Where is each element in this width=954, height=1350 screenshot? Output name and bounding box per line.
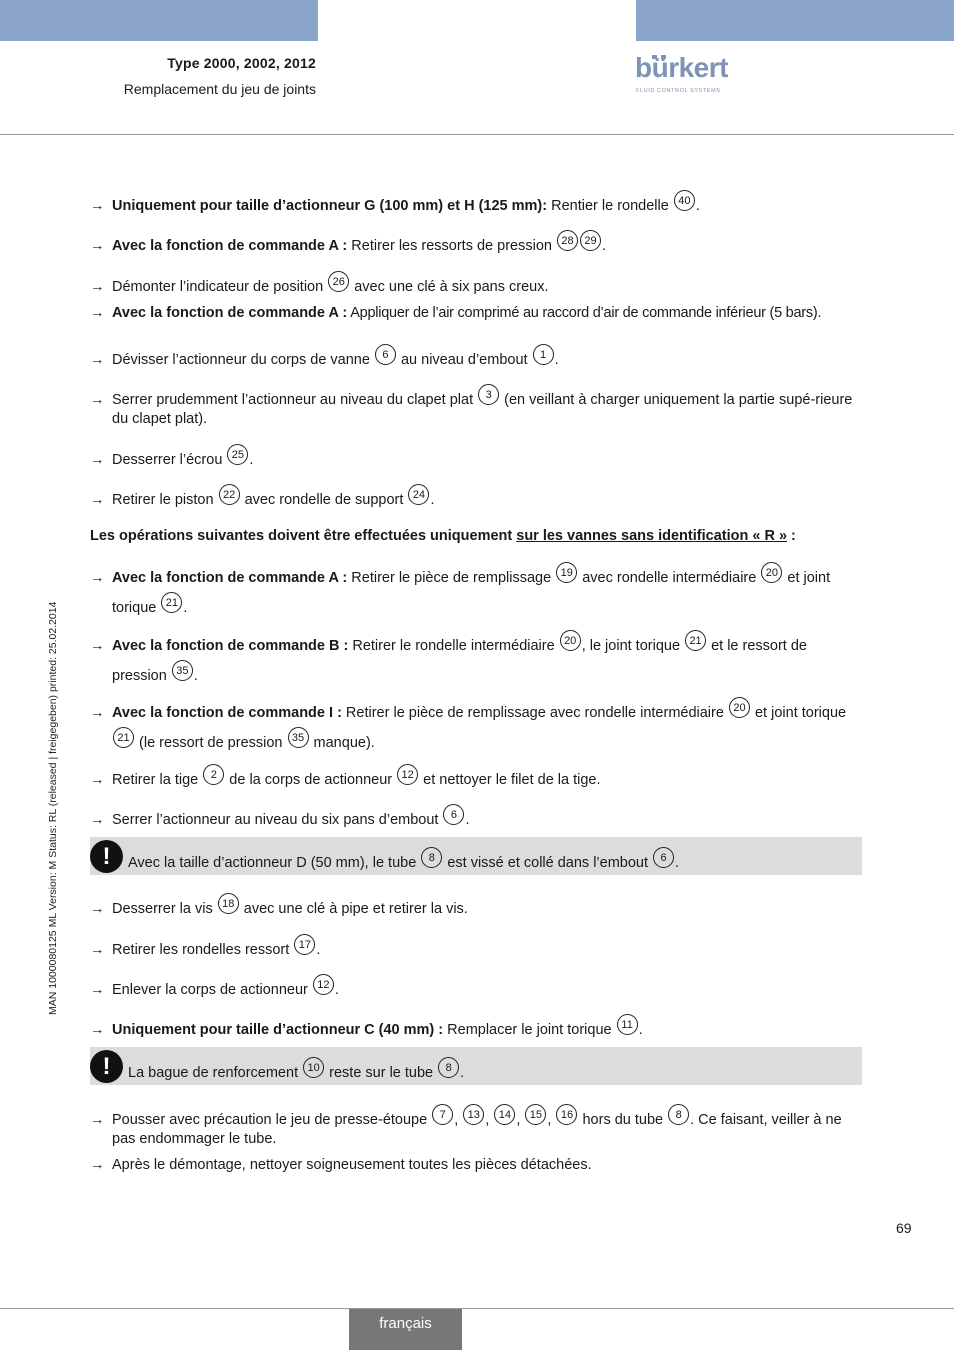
step-text: , xyxy=(454,1112,463,1128)
step-text: , le joint torique xyxy=(581,638,685,654)
step-text: Appliquer de l’air comprimé au raccord d’air de commande inférieur (5 bars). xyxy=(347,305,822,321)
arrow-icon: → xyxy=(90,392,105,408)
header-bar-left xyxy=(0,0,318,41)
step-text: Retirer la tige xyxy=(112,772,203,788)
instruction-step xyxy=(90,1156,865,1175)
step-text: manque). xyxy=(309,735,375,751)
part-number-circle: 14 xyxy=(494,1104,515,1125)
part-number-circle: 2 xyxy=(203,764,224,785)
arrow-icon: → xyxy=(90,705,105,721)
part-number-circle: 19 xyxy=(556,562,577,583)
header-divider xyxy=(0,134,954,135)
arrow-icon: → xyxy=(90,1157,105,1173)
part-number-circle: 8 xyxy=(438,1057,459,1078)
logo-wordmark: bürkert xyxy=(635,52,728,83)
step-text: Serrer prudemment l’actionneur au niveau du clapet plat xyxy=(112,392,478,408)
instruction-step xyxy=(90,304,870,323)
instruction-step xyxy=(90,484,865,510)
arrow-icon: → xyxy=(90,772,105,788)
part-number-circle: 28 xyxy=(557,230,578,251)
step-text: Retirer les ressorts de pression xyxy=(347,238,556,254)
step-text: Desserrer la vis xyxy=(112,901,217,917)
heading-tail: : xyxy=(787,528,796,544)
warning-icon: ! xyxy=(90,840,123,873)
part-number-circle: 25 xyxy=(227,444,248,465)
language-tab: français xyxy=(349,1309,462,1350)
page-title: Type 2000, 2002, 2012 xyxy=(167,55,316,71)
step-text: Serrer l’actionneur au niveau du six pans d’embout xyxy=(112,812,443,828)
step-text: et nettoyer le filet de la tige. xyxy=(419,772,601,788)
arrow-icon: → xyxy=(90,1022,105,1038)
step-text: Rentier le rondelle xyxy=(547,198,673,214)
step-text: . xyxy=(601,238,607,254)
page-number: 69 xyxy=(896,1220,912,1236)
arrow-icon: → xyxy=(90,1112,105,1128)
part-number-circle: 35 xyxy=(288,727,309,748)
part-number-circle: 20 xyxy=(560,630,581,651)
warning-note xyxy=(90,1047,862,1085)
step-text: Retirer le pièce de remplissage xyxy=(347,570,556,586)
part-number-circle: 35 xyxy=(172,660,193,681)
part-number-circle: 12 xyxy=(397,764,418,785)
instruction-step xyxy=(90,934,865,960)
arrow-icon: → xyxy=(90,942,105,958)
step-text: avec rondelle intermédiaire xyxy=(578,570,761,586)
part-number-circle: 21 xyxy=(113,727,134,748)
step-text: . xyxy=(695,198,700,214)
step-bold: Uniquement pour taille d’actionneur G (100 mm) et H (125 mm): xyxy=(112,198,548,214)
arrow-icon: → xyxy=(90,901,105,917)
step-text: Enlever la corps de actionneur xyxy=(112,982,312,998)
instruction-step xyxy=(90,562,865,622)
part-number-circle: 7 xyxy=(432,1104,453,1125)
note-text-part: La bague de renforcement xyxy=(128,1065,303,1081)
note-text-part: . xyxy=(675,855,680,871)
burkert-logo xyxy=(635,52,735,98)
arrow-icon: → xyxy=(90,305,105,321)
instruction-step xyxy=(90,630,865,690)
step-text: , xyxy=(516,1112,525,1128)
step-text: Retirer le pièce de remplissage avec rondelle intermédiaire xyxy=(341,705,728,721)
note-text xyxy=(128,1057,464,1083)
step-text: . xyxy=(430,492,435,508)
step-text: Pousser avec précaution le jeu de presse-étoupe xyxy=(112,1112,432,1128)
instruction-step xyxy=(90,444,865,470)
arrow-icon: → xyxy=(90,198,105,214)
step-text: Remplacer le joint torique xyxy=(443,1022,616,1038)
step-text: . xyxy=(316,942,321,958)
instruction-step xyxy=(90,893,865,919)
step-text: avec rondelle de support xyxy=(240,492,408,508)
part-number-circle: 12 xyxy=(313,974,334,995)
note-text-part: est vissé et collé dans l’embout xyxy=(443,855,653,871)
heading-text: Les opérations suivantes doivent être effectuées uniquement xyxy=(90,528,517,544)
step-text: Retirer le piston xyxy=(112,492,218,508)
arrow-icon: → xyxy=(90,452,105,468)
note-text-part: reste sur le tube xyxy=(325,1065,438,1081)
step-text: (en veillant à charger uniquement la partie supé-rieure du clapet plat). xyxy=(112,392,853,427)
part-number-circle: 8 xyxy=(421,847,442,868)
part-number-circle: 11 xyxy=(617,1014,638,1035)
instruction-step xyxy=(90,804,865,830)
part-number-circle: 6 xyxy=(443,804,464,825)
instruction-step xyxy=(90,1014,865,1040)
instruction-step xyxy=(90,384,865,429)
step-text: et le ressort de pression xyxy=(112,638,807,684)
warning-icon: ! xyxy=(90,1050,123,1083)
step-text: et joint torique xyxy=(112,570,831,616)
instruction-step xyxy=(90,764,865,790)
part-number-circle: 16 xyxy=(556,1104,577,1125)
step-text: . xyxy=(193,668,198,684)
step-text: . xyxy=(465,812,470,828)
step-bold: Uniquement pour taille d’actionneur C (40 mm) : xyxy=(112,1022,444,1038)
instruction-step xyxy=(90,697,865,757)
step-text: Retirer le rondelle intermédiaire xyxy=(348,638,559,654)
note-text-part: . xyxy=(460,1065,465,1081)
step-text: Dévisser l’actionneur du corps de vanne xyxy=(112,352,374,368)
instruction-step xyxy=(90,230,865,256)
section-heading xyxy=(90,527,865,546)
arrow-icon: → xyxy=(90,812,105,828)
part-number-circle: 22 xyxy=(219,484,240,505)
part-number-circle: 21 xyxy=(685,630,706,651)
arrow-icon: → xyxy=(90,982,105,998)
note-text xyxy=(128,847,679,873)
step-text: , xyxy=(547,1112,556,1128)
part-number-circle: 13 xyxy=(463,1104,484,1125)
part-number-circle: 3 xyxy=(478,384,499,405)
step-bold: Avec la fonction de commande A : xyxy=(112,570,348,586)
step-text: . xyxy=(334,982,339,998)
step-text: . Ce faisant, veiller à ne pas endommager le tube. xyxy=(112,1112,842,1147)
instruction-step xyxy=(90,271,865,297)
arrow-icon: → xyxy=(90,638,105,654)
part-number-circle: 21 xyxy=(161,592,182,613)
instruction-step xyxy=(90,1104,865,1149)
arrow-icon: → xyxy=(90,238,105,254)
step-text: au niveau d’embout xyxy=(396,352,532,368)
part-number-circle: 24 xyxy=(408,484,429,505)
page-subtitle: Remplacement du jeu de joints xyxy=(123,81,316,97)
header-bar-right xyxy=(636,0,954,41)
step-bold: Avec la fonction de commande B : xyxy=(112,638,349,654)
part-number-circle: 20 xyxy=(729,697,750,718)
part-number-circle: 18 xyxy=(218,893,239,914)
arrow-icon: → xyxy=(90,352,105,368)
footer-divider xyxy=(0,1308,954,1309)
part-number-circle: 17 xyxy=(294,934,315,955)
step-text: . xyxy=(554,352,559,368)
arrow-icon: → xyxy=(90,570,105,586)
step-text: Après le démontage, nettoyer soigneusement toutes les pièces détachées. xyxy=(112,1157,592,1173)
instruction-step xyxy=(90,190,865,216)
arrow-icon: → xyxy=(90,492,105,508)
step-text: . xyxy=(249,452,254,468)
arrow-icon: → xyxy=(90,279,105,295)
step-text: hors du tube xyxy=(578,1112,668,1128)
heading-underlined: sur les vannes sans identification « R » xyxy=(516,528,788,544)
part-number-circle: 20 xyxy=(761,562,782,583)
part-number-circle: 40 xyxy=(674,190,695,211)
document-id-sidebar: MAN 1000080125 ML Version: M Status: RL (released | freigegeben) printed: 25.02.2014 xyxy=(47,601,59,1015)
part-number-circle: 15 xyxy=(525,1104,546,1125)
step-text: . xyxy=(183,600,188,616)
warning-note xyxy=(90,837,862,875)
step-text: (le ressort de pression xyxy=(135,735,287,751)
instruction-step xyxy=(90,344,865,370)
step-bold: Avec la fonction de commande I : xyxy=(112,705,342,721)
part-number-circle: 6 xyxy=(653,847,674,868)
step-text: de la corps de actionneur xyxy=(225,772,397,788)
step-text: avec une clé à pipe et retirer la vis. xyxy=(239,901,468,917)
step-text: et joint torique xyxy=(750,705,847,721)
part-number-circle: 6 xyxy=(375,344,396,365)
step-text: Retirer les rondelles ressort xyxy=(112,942,294,958)
part-number-circle: 1 xyxy=(533,344,554,365)
instruction-step xyxy=(90,974,865,1000)
part-number-circle: 10 xyxy=(303,1057,324,1078)
part-number-circle: 29 xyxy=(580,230,601,251)
logo-tagline: FLUID CONTROL SYSTEMS xyxy=(636,88,721,94)
step-bold: Avec la fonction de commande A : xyxy=(112,305,348,321)
step-bold: Avec la fonction de commande A : xyxy=(112,238,348,254)
note-text-part: Avec la taille d’actionneur D (50 mm), le tube xyxy=(128,855,421,871)
step-text: Démonter l’indicateur de position xyxy=(112,279,328,295)
step-text: avec une clé à six pans creux. xyxy=(350,279,549,295)
step-text: , xyxy=(485,1112,494,1128)
step-text: Desserrer l’écrou xyxy=(112,452,227,468)
step-text: . xyxy=(638,1022,643,1038)
part-number-circle: 26 xyxy=(328,271,349,292)
part-number-circle: 8 xyxy=(668,1104,689,1125)
